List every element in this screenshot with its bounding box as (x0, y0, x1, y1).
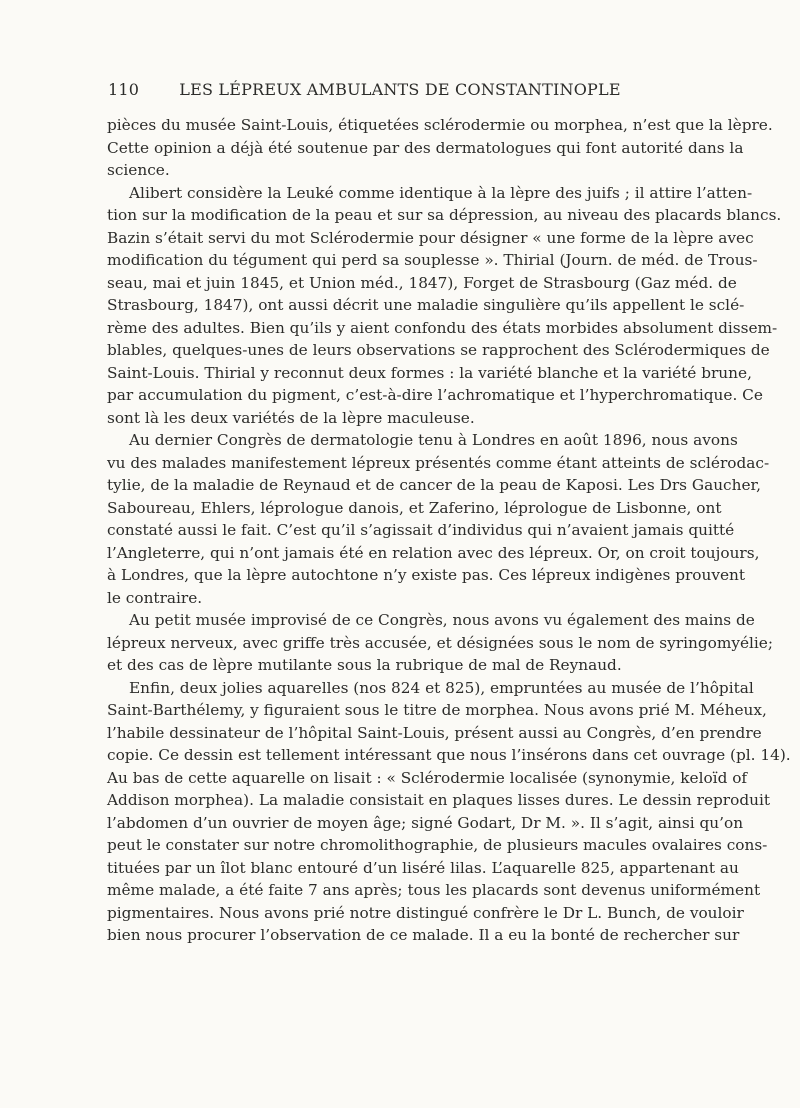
text-line: tylie, de la maladie de Reynaud et de cancer de la peau de Kaposi. Les Drs Gaucher, (107, 476, 762, 494)
text-line: modification du tégument qui perd sa souplesse ». Thirial (Journ. de méd. de Trous- (107, 251, 758, 269)
text-line: pigmentaires. Nous avons prié notre distingué confrère le Dr L. Bunch, de vouloir (107, 903, 744, 922)
text-line: Enfin, deux jolies aquarelles (nos 824 et 825), empruntées au musée de l’hôpital (129, 678, 754, 697)
text-line: blables, quelques-unes de leurs observations se rapprochent des Sclérodermiques de (107, 341, 770, 359)
text-line: le contraire. (107, 588, 203, 607)
running-head: LES LÉPREUX AMBULANTS DE CONSTANTINOPLE (179, 80, 621, 99)
text-line: Saint-Barthélemy, y figuraient sous le titre de morphea. Nous avons prié M. Méheux, (107, 701, 767, 719)
text-line: à Londres, que la lèpre autochtone n’y existe pas. Ces lépreux indigènes prouvent (107, 566, 746, 584)
text-line: Alibert considère la Leuké comme identique à la lèpre des juifs ; il attire l’atten- (129, 183, 753, 202)
text-line: sont là les deux variétés de la lèpre maculeuse. (107, 408, 475, 427)
text-line: l’Angleterre, qui n’ont jamais été en relation avec des lépreux. Or, on croit toujours, (107, 543, 760, 562)
text-line: peut le constater sur notre chromolithographie, de plusieurs macules ovalaires cons- (107, 836, 768, 854)
text-line: lépreux nerveux, avec griffe très accusée, et désignées sous le nom de syringomyélie; (107, 633, 774, 652)
text-line: et des cas de lèpre mutilante sous la rubrique de mal de Reynaud. (107, 656, 622, 674)
page-header (0, 80, 800, 104)
text-line: seau, mai et juin 1845, et Union méd., 1847), Forget de Strasbourg (Gaz méd. de (107, 273, 737, 292)
text-line: Strasbourg, 1847), ont aussi décrit une maladie singulière qu’ils appellent le sclé- (107, 296, 745, 314)
text-line: pièces du musée Saint-Louis, étiquetées sclérodermie ou morphea, n’est que la lèpre. (107, 116, 773, 134)
text-line: Au bas de cette aquarelle on lisait : « Sclérodermie localisée (synonymie, keloïd of (107, 768, 748, 787)
text-line: Au dernier Congrès de dermatologie tenu à Londres en août 1896, nous avons (129, 431, 738, 449)
text-line: vu des malades manifestement lépreux présentés comme étant atteints de sclérodac- (107, 453, 770, 472)
text-line: Cette opinion a déjà été soutenue par des dermatologues qui font autorité dans la (107, 138, 744, 157)
text-line: Addison morphea). La maladie consistait en plaques lisses dures. Le dessin reproduit (107, 791, 771, 809)
text-line: même malade, a été faite 7 ans après; tous les placards sont devenus uniformément (107, 881, 761, 899)
body-text (107, 114, 791, 947)
text-line: l’abdomen d’un ouvrier de moyen âge; signé Godart, Dr M. ». Il s’agit, ainsi qu’on (107, 813, 744, 832)
text-line: Saint-Louis. Thirial y reconnut deux formes : la variété blanche et la variété brune, (107, 363, 752, 382)
text-line: l’habile dessinateur de l’hôpital Saint-Louis, présent aussi au Congrès, d’en prendre (107, 723, 762, 742)
text-line: copie. Ce dessin est tellement intéressant que nous l’insérons dans cet ouvrage (pl. 14). (107, 746, 791, 764)
text-line: rème des adultes. Bien qu’ils y aient confondu des états morbides absolument dissem- (107, 318, 778, 337)
text-line: tituées par un îlot blanc entouré d’un liséré lilas. L’aquarelle 825, appartenant au (107, 858, 739, 877)
page-number: 110 (108, 80, 140, 99)
text-line: science. (107, 161, 170, 179)
text-line: par accumulation du pigment, c’est-à-dire l’achromatique et l’hyperchromatique. Ce (107, 386, 763, 404)
text-line: tion sur la modification de la peau et sur sa dépression, au niveau des placards blancs. (107, 206, 782, 224)
text-line: constaté aussi le fait. C’est qu’il s’agissait d’individus qui n’avaient jamais quitté (107, 521, 735, 539)
text-line: Au petit musée improvisé de ce Congrès, nous avons vu également des mains de (129, 611, 755, 629)
text-line: bien nous procurer l’observation de ce malade. Il a eu la bonté de rechercher sur (107, 926, 740, 944)
text-line: Bazin s’était servi du mot Sclérodermie pour désigner « une forme de la lèpre avec (107, 228, 754, 247)
text-line: Saboureau, Ehlers, léprologue danois, et Zaferino, léprologue de Lisbonne, ont (107, 498, 722, 517)
